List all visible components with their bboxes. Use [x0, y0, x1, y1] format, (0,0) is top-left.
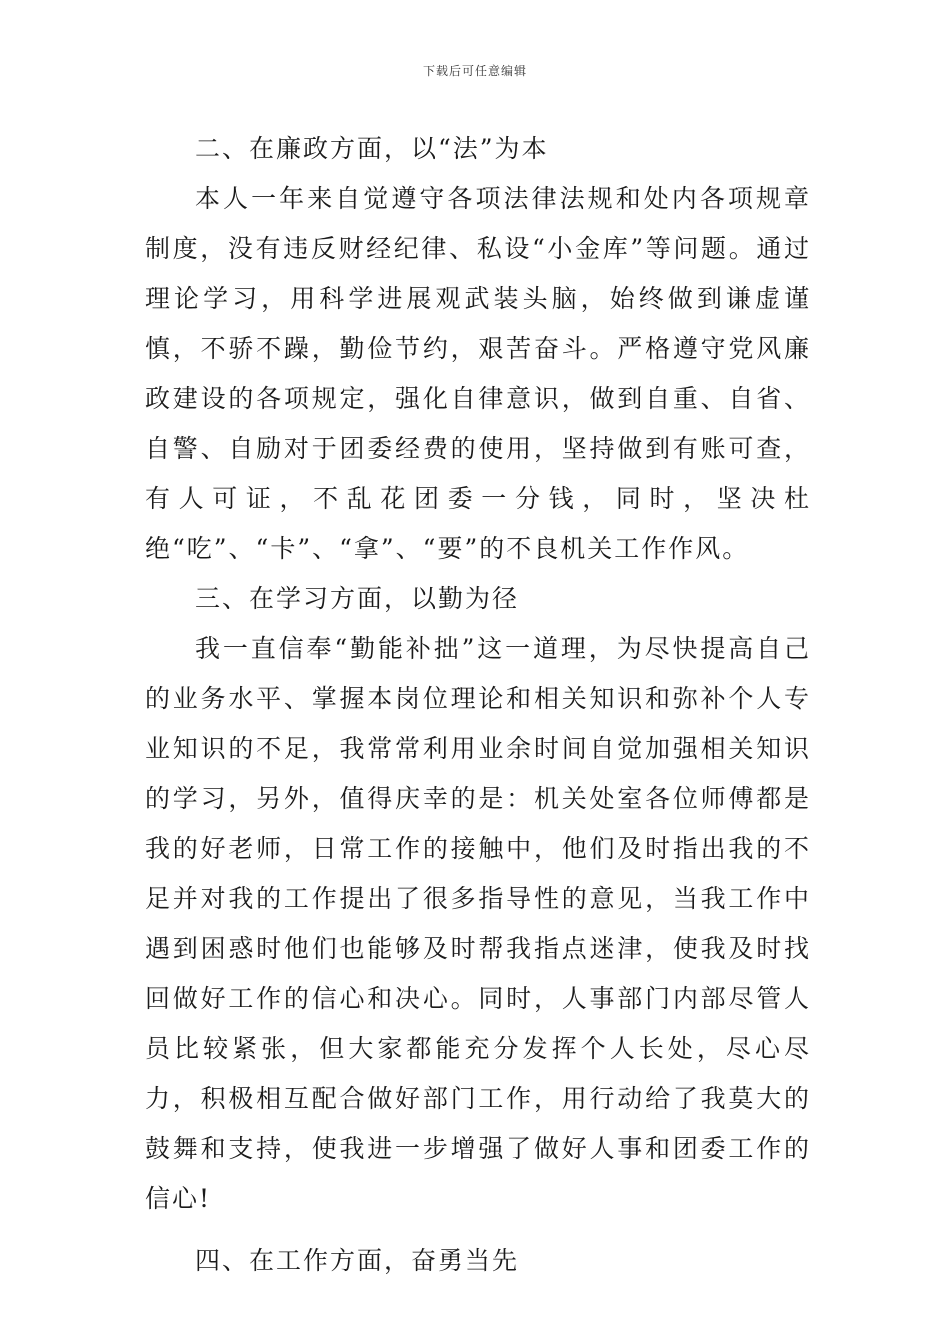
section-heading-integrity: 二、在廉政方面，以“法”为本 — [195, 134, 549, 163]
section-heading-work: 四、在工作方面，奋勇当先 — [195, 1246, 520, 1275]
document-body — [145, 124, 811, 1286]
paragraph-integrity: 本人一年来自觉遵守各项法律法规和处内各项规章制度，没有违反财经纪律、私设“小金库”等问题。通过理论学习，用科学进展观武装头脑，始终做到谦虚谨慎，不骄不躁，勤俭节约，艰苦奋斗。严格遵守党风廉政建设的各项规定，强化自律意识，做到自重、自省、自警、自励对于团委经费的使用，坚持做到有账可查，有人可证，不乱花团委一分钱，同时，坚决杜绝“吃”、“卡”、“拿”、“要”的不良机关工作作风。 — [145, 184, 811, 563]
section-heading-study: 三、在学习方面，以勤为径 — [195, 584, 520, 613]
paragraph-study: 我一直信奉“勤能补拙”这一道理，为尽快提高自己的业务水平、掌握本岗位理论和相关知识和弥补个人专业知识的不足，我常常利用业余时间自觉加强相关知识的学习，另外，值得庆幸的是：机关处室各位师傅都是我的好老师，日常工作的接触中，他们及时指出我的不足并对我的工作提出了很多指导性的意见，当我工作中遇到困惑时他们也能够及时帮我指点迷津，使我及时找回做好工作的信心和决心。同时，人事部门内部尽管人员比较紧张，但大家都能充分发挥个人长处，尽心尽力，积极相互配合做好部门工作，用行动给了我莫大的鼓舞和支持，使我进一步增强了做好人事和团委工作的信心! — [145, 634, 811, 1213]
page-header-note: 下载后可任意编辑 — [422, 64, 527, 78]
